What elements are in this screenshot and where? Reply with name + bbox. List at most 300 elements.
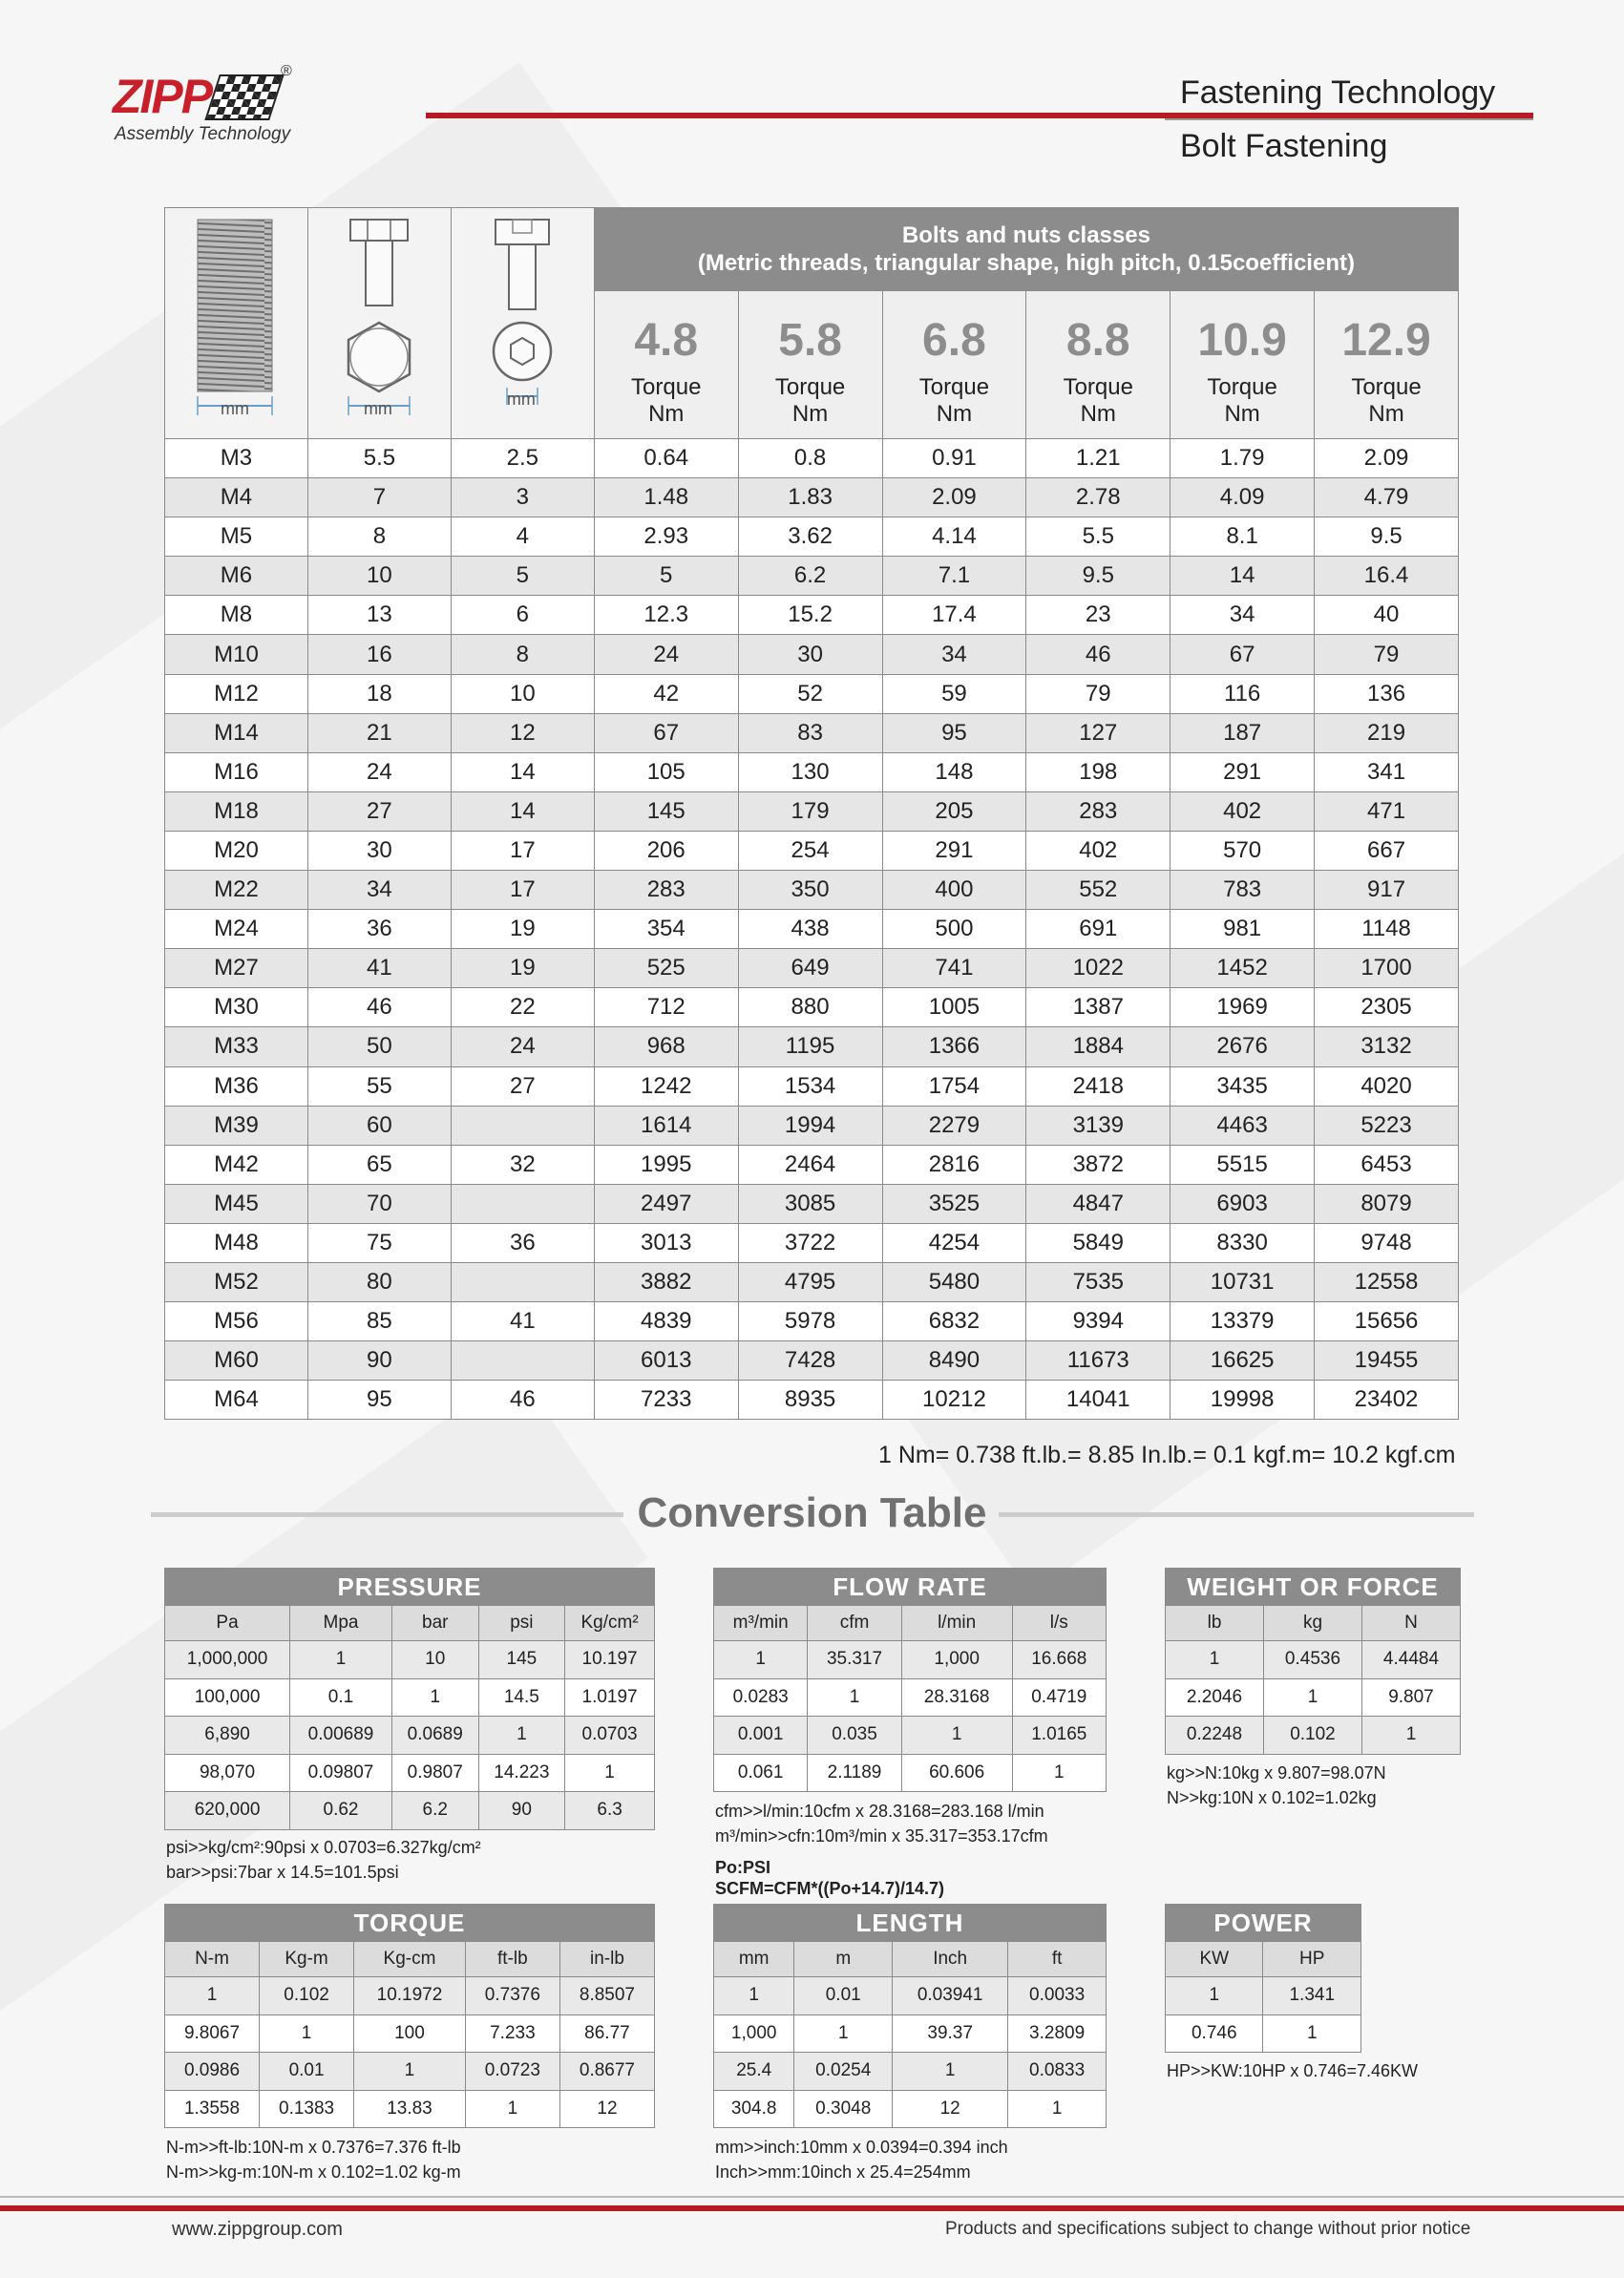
hex-bolt-icon — [322, 210, 436, 430]
value-cell: 1.48 — [594, 478, 738, 517]
grade-label: 4.8 — [634, 315, 699, 366]
table-row — [165, 478, 1459, 517]
bolt-class-subtitle: (Metric threads, triangular shape, high pitch, 0.15coefficient) — [697, 250, 1355, 276]
value-cell: 649 — [738, 949, 882, 988]
value-cell: 28.3168 — [901, 1678, 1012, 1717]
value-cell: 1 — [465, 2090, 559, 2128]
table-row — [165, 1754, 655, 1792]
conversion-note: HP>>KW:10HP x 0.746=7.46KW — [1167, 2061, 1418, 2080]
value-cell: 8 — [451, 635, 594, 674]
value-cell: 3435 — [1171, 1066, 1315, 1106]
power-caption-row — [1166, 1905, 1361, 1942]
unit-label: Nm — [648, 401, 685, 427]
conversion-table-title: Conversion Table — [637, 1489, 987, 1536]
brand-logo — [113, 65, 323, 151]
value-cell: 24 — [451, 1027, 594, 1066]
value-cell: 3722 — [738, 1223, 882, 1262]
value-cell: 3872 — [1026, 1145, 1171, 1184]
conversion-note: N>>kg:10N x 0.102=1.02kg — [1167, 1788, 1377, 1807]
table-row — [714, 2014, 1107, 2053]
value-cell: 5978 — [738, 1302, 882, 1341]
column-header: KW — [1166, 1942, 1263, 1977]
value-cell: 2279 — [882, 1106, 1026, 1145]
value-cell: 4.4484 — [1361, 1641, 1460, 1679]
column-header: N-m — [165, 1942, 260, 1977]
value-cell: 18 — [307, 674, 451, 713]
conversion-note: cfm>>l/min:10cfm x 28.3168=283.168 l/min — [715, 1802, 1044, 1821]
table-row — [165, 517, 1459, 557]
value-cell: 981 — [1171, 910, 1315, 949]
table-row — [165, 439, 1459, 478]
value-cell: 16.668 — [1012, 1641, 1106, 1679]
length-header-row — [714, 1942, 1107, 1977]
thread-mm-label: mm — [221, 399, 249, 418]
table-row — [165, 1977, 655, 2015]
column-header: l/s — [1012, 1606, 1106, 1641]
value-cell: 83 — [738, 713, 882, 752]
conversion-note: mm>>inch:10mm x 0.0394=0.394 inch — [715, 2138, 1008, 2157]
value-cell: 2305 — [1315, 988, 1459, 1027]
conversion-note: kg>>N:10kg x 9.807=98.07N — [1167, 1763, 1386, 1782]
weight-force-notes — [1167, 1761, 1386, 1810]
value-cell: 24 — [594, 635, 738, 674]
weight-caption-row — [1166, 1569, 1461, 1606]
table-row — [714, 1678, 1107, 1717]
torque-conversion-notes — [166, 2135, 461, 2184]
value-cell: 41 — [307, 949, 451, 988]
threaded-rod-icon — [179, 210, 293, 430]
value-cell: 95 — [307, 1381, 451, 1420]
value-cell: 1754 — [882, 1066, 1026, 1106]
value-cell: 1884 — [1026, 1027, 1171, 1066]
value-cell: 23 — [1026, 596, 1171, 635]
value-cell: 1 — [1166, 1641, 1264, 1679]
value-cell: 206 — [594, 831, 738, 870]
value-cell: 7535 — [1026, 1262, 1171, 1301]
thread-size-cell: M18 — [165, 791, 308, 831]
column-header: bar — [391, 1606, 478, 1641]
value-cell: 3.2809 — [1008, 2014, 1107, 2053]
value-cell — [451, 1341, 594, 1381]
value-cell: 145 — [478, 1641, 565, 1679]
value-cell: 525 — [594, 949, 738, 988]
column-header: Kg/cm² — [565, 1606, 655, 1641]
column-header: in-lb — [559, 1942, 654, 1977]
grade-label: 12.9 — [1341, 315, 1431, 366]
grade-header-cell — [882, 291, 1026, 439]
value-cell: 10212 — [882, 1381, 1026, 1420]
value-cell: 0.061 — [714, 1754, 808, 1792]
thread-size-cell: M33 — [165, 1027, 308, 1066]
value-cell: 1.3558 — [165, 2090, 260, 2128]
table-row — [165, 2053, 655, 2091]
table-row — [714, 1754, 1107, 1792]
value-cell: 42 — [594, 674, 738, 713]
thread-size-cell: M56 — [165, 1302, 308, 1341]
value-cell: 7428 — [738, 1341, 882, 1381]
table-row — [165, 674, 1459, 713]
value-cell: 198 — [1026, 752, 1171, 791]
value-cell: 2.5 — [451, 439, 594, 478]
torque-title: TORQUE — [165, 1905, 655, 1942]
value-cell: 3132 — [1315, 1027, 1459, 1066]
value-cell: 783 — [1171, 871, 1315, 910]
value-cell: 130 — [738, 752, 882, 791]
table-row — [165, 1678, 655, 1717]
value-cell: 350 — [738, 871, 882, 910]
value-cell: 32 — [451, 1145, 594, 1184]
value-cell: 1 — [1263, 1678, 1361, 1717]
flow-rate-formula — [715, 1857, 944, 1899]
column-header: psi — [478, 1606, 565, 1641]
value-cell: 6013 — [594, 1341, 738, 1381]
value-cell: 0.7376 — [465, 1977, 559, 2015]
bolt-class-header — [594, 208, 1458, 291]
thread-size-cell: M8 — [165, 596, 308, 635]
value-cell: 620,000 — [165, 1792, 290, 1830]
table-row — [165, 1027, 1459, 1066]
value-cell: 148 — [882, 752, 1026, 791]
brand-tagline: Assembly Technology — [115, 124, 291, 144]
column-header: Inch — [893, 1942, 1008, 1977]
table-row — [165, 791, 1459, 831]
value-cell: 0.1 — [290, 1678, 392, 1717]
value-cell: 667 — [1315, 831, 1459, 870]
value-cell: 105 — [594, 752, 738, 791]
value-cell: 291 — [1171, 752, 1315, 791]
value-cell: 2.2046 — [1166, 1678, 1264, 1717]
value-cell: 0.746 — [1166, 2014, 1263, 2053]
table-row — [165, 1145, 1459, 1184]
grade-label: 10.9 — [1197, 315, 1287, 366]
value-cell: 304.8 — [714, 2090, 794, 2128]
value-cell: 116 — [1171, 674, 1315, 713]
value-cell: 741 — [882, 949, 1026, 988]
table-row — [165, 910, 1459, 949]
value-cell: 8.8507 — [559, 1977, 654, 2015]
value-cell: 30 — [738, 635, 882, 674]
length-notes — [715, 2135, 1008, 2184]
value-cell: 1 — [901, 1717, 1012, 1755]
value-cell: 23402 — [1315, 1381, 1459, 1420]
torque-label: Torque — [1207, 374, 1277, 400]
value-cell: 24 — [307, 752, 451, 791]
table-row — [165, 1066, 1459, 1106]
thread-size-cell: M5 — [165, 517, 308, 557]
value-cell: 1 — [794, 2014, 893, 2053]
table-row — [165, 635, 1459, 674]
socket-mm-label: mm — [506, 390, 536, 409]
value-cell: 12 — [559, 2090, 654, 2128]
value-cell: 1534 — [738, 1066, 882, 1106]
footer-website: www.zippgroup.com — [172, 2219, 343, 2240]
value-cell: 0.035 — [808, 1717, 901, 1755]
value-cell: 10731 — [1171, 1262, 1315, 1301]
table-row — [1166, 1678, 1461, 1717]
value-cell: 21 — [307, 713, 451, 752]
value-cell: 3139 — [1026, 1106, 1171, 1145]
value-cell: 283 — [594, 871, 738, 910]
value-cell: 13379 — [1171, 1302, 1315, 1341]
value-cell: 1 — [1008, 2090, 1107, 2128]
table-row — [165, 1641, 655, 1679]
value-cell: 9394 — [1026, 1302, 1171, 1341]
value-cell: 0.0723 — [465, 2053, 559, 2091]
thread-size-cell: M52 — [165, 1262, 308, 1301]
table-row — [165, 1223, 1459, 1262]
value-cell: 10 — [451, 674, 594, 713]
pressure-caption-row — [165, 1569, 655, 1606]
torque-label: Torque — [774, 374, 846, 400]
torque-label: Torque — [1063, 374, 1133, 400]
value-cell: 0.001 — [714, 1717, 808, 1755]
value-cell: 59 — [882, 674, 1026, 713]
value-cell: 70 — [307, 1184, 451, 1223]
value-cell: 10 — [391, 1641, 478, 1679]
table-row — [165, 1792, 655, 1830]
value-cell: 6,890 — [165, 1717, 290, 1755]
value-cell: 4463 — [1171, 1106, 1315, 1145]
value-cell: 402 — [1026, 831, 1171, 870]
value-cell: 0.0254 — [794, 2053, 893, 2091]
value-cell: 7.1 — [882, 557, 1026, 596]
power-table — [1165, 1904, 1361, 2053]
value-cell: 2464 — [738, 1145, 882, 1184]
value-cell: 98,070 — [165, 1754, 290, 1792]
value-cell: 9748 — [1315, 1223, 1459, 1262]
thread-size-cell: M3 — [165, 439, 308, 478]
flow-caption-row — [714, 1569, 1107, 1606]
conversion-note: m³/min>>cfn:10m³/min x 35.317=353.17cfm — [715, 1826, 1048, 1846]
value-cell: 100,000 — [165, 1678, 290, 1717]
value-cell: 2497 — [594, 1184, 738, 1223]
thread-size-cell: M42 — [165, 1145, 308, 1184]
column-header: N — [1361, 1606, 1460, 1641]
value-cell: 0.0833 — [1008, 2053, 1107, 2091]
value-cell: 500 — [882, 910, 1026, 949]
pressure-header-row — [165, 1606, 655, 1641]
page-category-title: Fastening Technology — [1180, 74, 1496, 111]
value-cell: 15656 — [1315, 1302, 1459, 1341]
value-cell: 0.2248 — [1166, 1717, 1264, 1755]
column-header: kg — [1263, 1606, 1361, 1641]
value-cell: 12558 — [1315, 1262, 1459, 1301]
value-cell: 0.1383 — [260, 2090, 354, 2128]
torque-conversion-table — [164, 1904, 655, 2128]
value-cell: 4 — [451, 517, 594, 557]
column-header: cfm — [808, 1606, 901, 1641]
value-cell: 1022 — [1026, 949, 1171, 988]
power-title: POWER — [1166, 1905, 1361, 1942]
thread-size-cell: M16 — [165, 752, 308, 791]
value-cell: 10.197 — [565, 1641, 655, 1679]
column-header: m — [794, 1942, 893, 1977]
pressure-title: PRESSURE — [165, 1569, 655, 1606]
value-cell: 0.01 — [260, 2053, 354, 2091]
value-cell: 40 — [1315, 596, 1459, 635]
column-header: Kg-cm — [354, 1942, 466, 1977]
thread-size-cell: M24 — [165, 910, 308, 949]
unit-label: Nm — [1224, 401, 1260, 427]
value-cell: 341 — [1315, 752, 1459, 791]
value-cell: 16.4 — [1315, 557, 1459, 596]
value-cell: 0.0689 — [391, 1717, 478, 1755]
value-cell: 136 — [1315, 674, 1459, 713]
table-row — [165, 871, 1459, 910]
value-cell: 1,000 — [714, 2014, 794, 2053]
registered-mark: ® — [281, 63, 292, 79]
value-cell: 41 — [451, 1302, 594, 1341]
bolt-torque-table — [164, 207, 1459, 1420]
value-cell: 283 — [1026, 791, 1171, 831]
value-cell: 12.3 — [594, 596, 738, 635]
value-cell: 80 — [307, 1262, 451, 1301]
thread-size-cell: M4 — [165, 478, 308, 517]
value-cell: 552 — [1026, 871, 1171, 910]
value-cell: 1 — [165, 1977, 260, 2015]
value-cell: 0.0033 — [1008, 1977, 1107, 2015]
value-cell: 1.0165 — [1012, 1717, 1106, 1755]
torque-label: Torque — [1351, 374, 1422, 400]
thread-size-cell: M60 — [165, 1341, 308, 1381]
conversion-note: N-m>>kg-m:10N-m x 0.102=1.02 kg-m — [166, 2162, 461, 2182]
conversion-note: N-m>>ft-lb:10N-m x 0.7376=7.376 ft-lb — [166, 2138, 461, 2157]
thread-size-cell: M12 — [165, 674, 308, 713]
value-cell: 4.79 — [1315, 478, 1459, 517]
value-cell: 1.21 — [1026, 439, 1171, 478]
table-row — [165, 2090, 655, 2128]
value-cell: 0.3048 — [794, 2090, 893, 2128]
table-row — [165, 1262, 1459, 1301]
unit-label: Nm — [1080, 401, 1116, 427]
value-cell: 3.62 — [738, 517, 882, 557]
value-cell — [451, 1262, 594, 1301]
value-cell: 2816 — [882, 1145, 1026, 1184]
column-header: ft — [1008, 1942, 1107, 1977]
value-cell: 1,000,000 — [165, 1641, 290, 1679]
table-row — [714, 2090, 1107, 2128]
value-cell: 254 — [738, 831, 882, 870]
value-cell: 1 — [478, 1717, 565, 1755]
thread-size-cell: M6 — [165, 557, 308, 596]
value-cell: 34 — [1171, 596, 1315, 635]
value-cell: 219 — [1315, 713, 1459, 752]
value-cell: 12 — [451, 713, 594, 752]
value-cell: 7.233 — [465, 2014, 559, 2053]
value-cell: 1995 — [594, 1145, 738, 1184]
value-cell: 3525 — [882, 1184, 1026, 1223]
value-cell: 8 — [307, 517, 451, 557]
checkered-flag-icon — [204, 74, 285, 120]
value-cell: 11673 — [1026, 1341, 1171, 1381]
value-cell: 6903 — [1171, 1184, 1315, 1223]
value-cell: 471 — [1315, 791, 1459, 831]
value-cell: 0.8677 — [559, 2053, 654, 2091]
value-cell: 8.1 — [1171, 517, 1315, 557]
value-cell: 1 — [1166, 1977, 1263, 2015]
value-cell: 5 — [594, 557, 738, 596]
value-cell: 0.0283 — [714, 1678, 808, 1717]
power-notes — [1167, 2058, 1418, 2083]
value-cell: 36 — [451, 1223, 594, 1262]
length-title: LENGTH — [714, 1905, 1107, 1942]
value-cell: 402 — [1171, 791, 1315, 831]
conversion-note: psi>>kg/cm²:90psi x 0.0703=6.327kg/cm² — [166, 1838, 481, 1857]
value-cell: 1 — [1361, 1717, 1460, 1755]
value-cell: 712 — [594, 988, 738, 1027]
value-cell: 1.83 — [738, 478, 882, 517]
value-cell: 127 — [1026, 713, 1171, 752]
column-header: mm — [714, 1942, 794, 1977]
column-header: Pa — [165, 1606, 290, 1641]
pressure-table — [164, 1568, 655, 1830]
value-cell: 67 — [594, 713, 738, 752]
value-cell: 10.1972 — [354, 1977, 466, 2015]
value-cell: 15.2 — [738, 596, 882, 635]
value-cell: 291 — [882, 831, 1026, 870]
value-cell: 6.2 — [738, 557, 882, 596]
flow-rate-notes — [715, 1799, 1048, 1848]
value-cell: 5.5 — [307, 439, 451, 478]
value-cell: 2.09 — [882, 478, 1026, 517]
value-cell: 0.0986 — [165, 2053, 260, 2091]
table-row — [165, 988, 1459, 1027]
value-cell: 691 — [1026, 910, 1171, 949]
value-cell: 0.8 — [738, 439, 882, 478]
value-cell: 917 — [1315, 871, 1459, 910]
table-row — [165, 752, 1459, 791]
value-cell: 19998 — [1171, 1381, 1315, 1420]
value-cell: 2418 — [1026, 1066, 1171, 1106]
value-cell: 4795 — [738, 1262, 882, 1301]
weight-header-row — [1166, 1606, 1461, 1641]
weight-title: WEIGHT OR FORCE — [1166, 1569, 1461, 1606]
thread-diagram-cell — [165, 208, 308, 439]
value-cell: 5 — [451, 557, 594, 596]
value-cell: 1700 — [1315, 949, 1459, 988]
torque-header-row — [165, 1942, 655, 1977]
value-cell: 3 — [451, 478, 594, 517]
value-cell: 46 — [451, 1381, 594, 1420]
grade-header-cell — [594, 291, 738, 439]
thread-size-cell: M39 — [165, 1106, 308, 1145]
column-header: Mpa — [290, 1606, 392, 1641]
value-cell: 17.4 — [882, 596, 1026, 635]
value-cell: 1 — [808, 1678, 901, 1717]
value-cell: 90 — [307, 1341, 451, 1381]
value-cell: 19455 — [1315, 1341, 1459, 1381]
table-row — [714, 1717, 1107, 1755]
flow-header-row — [714, 1606, 1107, 1641]
weight-force-table — [1165, 1568, 1461, 1755]
value-cell: 0.01 — [794, 1977, 893, 2015]
footer-divider — [0, 2205, 1624, 2211]
value-cell: 10 — [307, 557, 451, 596]
value-cell: 145 — [594, 791, 738, 831]
value-cell: 1 — [714, 1977, 794, 2015]
value-cell: 2.1189 — [808, 1754, 901, 1792]
table-row — [165, 1302, 1459, 1341]
value-cell: 55 — [307, 1066, 451, 1106]
value-cell: 0.4536 — [1263, 1641, 1361, 1679]
footer-disclaimer: Products and specifications subject to change without prior notice — [945, 2219, 1471, 2239]
value-cell: 14041 — [1026, 1381, 1171, 1420]
power-header-row — [1166, 1942, 1361, 1977]
thread-size-cell: M48 — [165, 1223, 308, 1262]
value-cell: 50 — [307, 1027, 451, 1066]
value-cell: 7 — [307, 478, 451, 517]
table-row — [165, 1341, 1459, 1381]
